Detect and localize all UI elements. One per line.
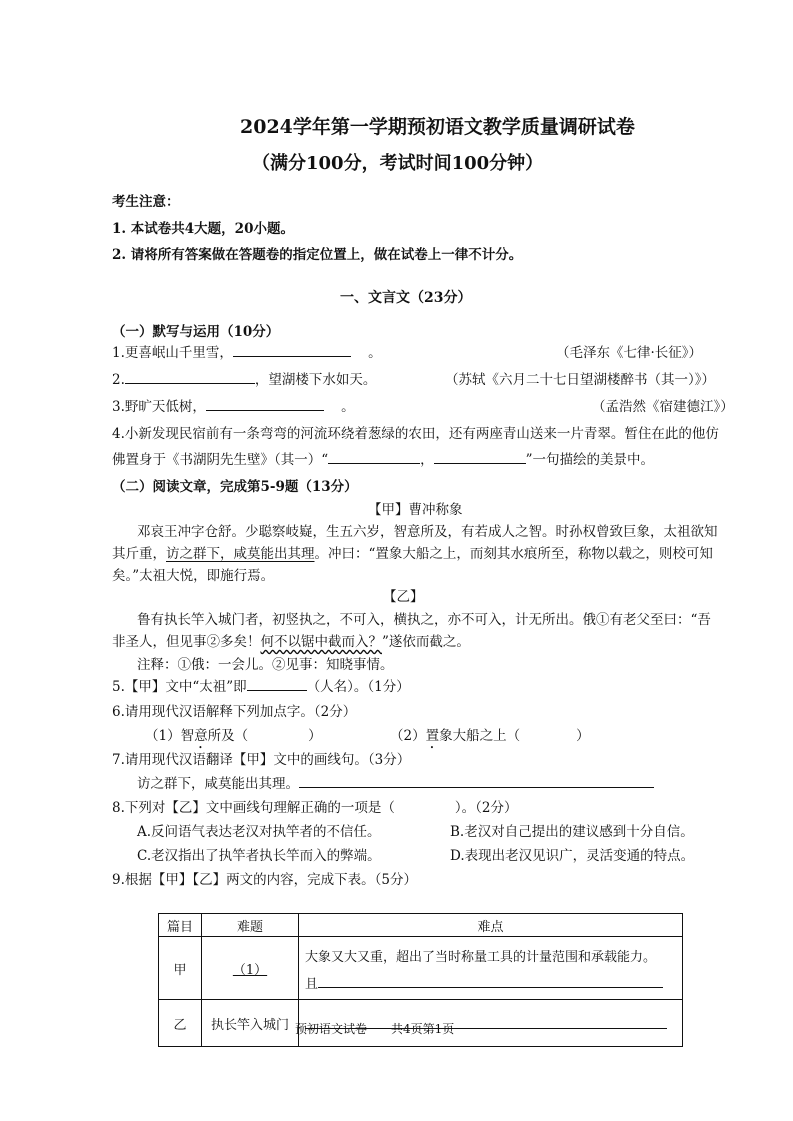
question-2-number: 2. (112, 372, 125, 388)
question-1-end: 。 (368, 345, 382, 361)
question-4-line2 (112, 448, 654, 468)
cell-problem: 执长竿入城门 (202, 1000, 299, 1047)
question-3-number: 3. (112, 399, 125, 415)
q6-text: （2） (390, 728, 426, 744)
difficulty-prefix: 且 (305, 977, 319, 992)
notice-item: 1. 本试卷共4大题，20小题。 (112, 221, 294, 237)
underlined-sentence: 访之群下，咸莫能出其理 (166, 546, 315, 562)
answer-blank[interactable] (206, 396, 324, 411)
option-c[interactable]: C.老汉指出了执竿者执长竿而入的弊端。 (137, 848, 381, 864)
cell-piece: 甲 (159, 937, 202, 1000)
cell-problem (202, 937, 299, 1000)
exam-title: 2024学年第一学期预初语文教学质量调研试卷 (240, 116, 635, 138)
question-6-stem: 6.请用现代汉语解释下列加点字。（2分） (112, 704, 357, 720)
answer-blank[interactable] (328, 449, 420, 464)
passage-a-line (112, 542, 713, 562)
question-3-end: 。 (341, 399, 355, 415)
option-a[interactable]: A.反问语气表达老汉对执竿者的不信任。 (137, 824, 381, 840)
table-row (159, 937, 683, 1000)
question-2-source: （苏轼《六月二十七日望湖楼醉书（其一）》） (445, 372, 715, 388)
question-1 (112, 341, 382, 361)
answer-blank[interactable] (247, 676, 307, 691)
q6-text: ） (576, 728, 590, 744)
passage-a-line: 矣。”太祖大悦，即施行焉。 (112, 568, 275, 584)
difficulty-line (305, 973, 676, 992)
question-2 (112, 368, 376, 388)
question-7-stem: 7.请用现代汉语翻译【甲】文中的画线句。（3分） (112, 752, 411, 768)
table-header: 难题 (202, 914, 299, 937)
question-5 (112, 675, 410, 695)
passage-text: 非圣人，但见事②多矣！ (112, 634, 261, 650)
passage-b-note: 注释：①俄：一会儿。②见事：知晓事情。 (137, 657, 394, 673)
question-7-sentence: 访之群下，咸莫能出其理。 (137, 776, 299, 792)
question-4-comma: ， (420, 452, 434, 468)
q6-text: ） (308, 728, 322, 744)
exam-subtitle: （满分100分，考试时间100分钟） (252, 153, 544, 174)
answer-slot-1[interactable]: （1） (232, 962, 268, 978)
question-4-text: 佛置身于《书湖阴先生壁》（其一）“ (112, 452, 329, 468)
notice-heading: 考生注意： (112, 194, 180, 210)
question-3-text: 野旷天低树， (124, 399, 206, 415)
question-7-line (137, 772, 654, 792)
table-header: 篇目 (159, 914, 202, 937)
question-1-text: 更喜岷山千里雪， (124, 345, 233, 361)
cell-piece: 乙 (159, 1000, 202, 1047)
answer-blank[interactable] (125, 369, 255, 384)
q6-text: 象大船之上（ (439, 728, 521, 744)
table-header: 难点 (299, 914, 683, 937)
q6-text: （1）智 (145, 728, 195, 744)
question-5-tail: （人名）。（1分） (306, 679, 410, 695)
part1-heading: （一）默写与运用（10分） (112, 324, 280, 340)
question-4-tail: ”一句描绘的美景中。 (525, 452, 655, 468)
passage-text: ”遂依而截之。 (382, 634, 470, 650)
question-4-line1: 4.小新发现民宿前有一条弯弯的河流环绕着葱绿的农田，还有两座青山送来一片青翠。暂住在此的他仿 (112, 426, 719, 442)
question-9-stem: 9.根据【甲】【乙】两文的内容，完成下表。（5分） (112, 872, 417, 888)
notice-item: 2. 请将所有答案做在答题卷的指定位置上，做在试卷上一律不计分。 (112, 247, 523, 263)
question-3-source: （孟浩然《宿建德江》） (592, 399, 734, 415)
question-5-text: 5.【甲】文中“太祖”即 (112, 679, 247, 695)
passage-a-title: 【甲】曹冲称象 (368, 502, 463, 518)
question-2-text: ，望湖楼下水如天。 (254, 372, 377, 388)
q6-text: 所及（ (207, 728, 249, 744)
section-title: 一、文言文（23分） (340, 290, 472, 306)
passage-b-line (112, 630, 470, 650)
table-header-row (159, 914, 683, 937)
passage-b-title: 【乙】 (383, 589, 424, 605)
passage-b-line: 鲁有执长竿入城门者，初竖执之，不可入，横执之，亦不可入，计无所出。俄①有老父至曰：“吾 (137, 612, 711, 628)
q8-text: ）。（2分） (454, 800, 518, 816)
question-3 (112, 395, 355, 415)
passage-text: 。冲曰：“置象大船之上，而刻其水痕所至，称物以载之，则校可知 (314, 546, 713, 562)
q8-text: 8.下列对【乙】文中画线句理解正确的一项是（ (112, 800, 395, 816)
question-1-source: （毛泽东《七律·长征》） (556, 345, 703, 361)
question-1-number: 1. (112, 345, 125, 361)
answer-blank[interactable] (434, 449, 526, 464)
dotted-char: 意 (194, 728, 208, 744)
underlined-sentence: 何不以锯中截而入？ (260, 634, 382, 650)
answer-blank[interactable] (318, 973, 663, 988)
cell-difficulty (299, 937, 683, 1000)
passage-text: 其斤重， (112, 546, 166, 562)
passage-a-line: 邓哀王冲字仓舒。少聪察岐嶷，生五六岁，智意所及，有若成人之智。时孙权曾致巨象，太祖欲知 (137, 524, 718, 540)
dotted-char: 置 (425, 728, 440, 744)
answer-blank[interactable] (233, 342, 351, 357)
answer-blank[interactable] (299, 773, 654, 788)
option-b[interactable]: B.老汉对自己提出的建议感到十分自信。 (450, 824, 694, 840)
question-8-stem (112, 796, 517, 816)
difficulty-text: 大象又大又重，超出了当时称量工具的计量范围和承载能力。 (305, 950, 657, 965)
option-d[interactable]: D.表现出老汉见识广，灵活变通的特点。 (450, 848, 695, 864)
question-6-item-2 (390, 724, 590, 752)
part2-heading: （二）阅读文章，完成第5-9题（13分） (112, 479, 358, 495)
page-footer: 预初语文试卷 共4页第1页 (295, 1022, 455, 1036)
